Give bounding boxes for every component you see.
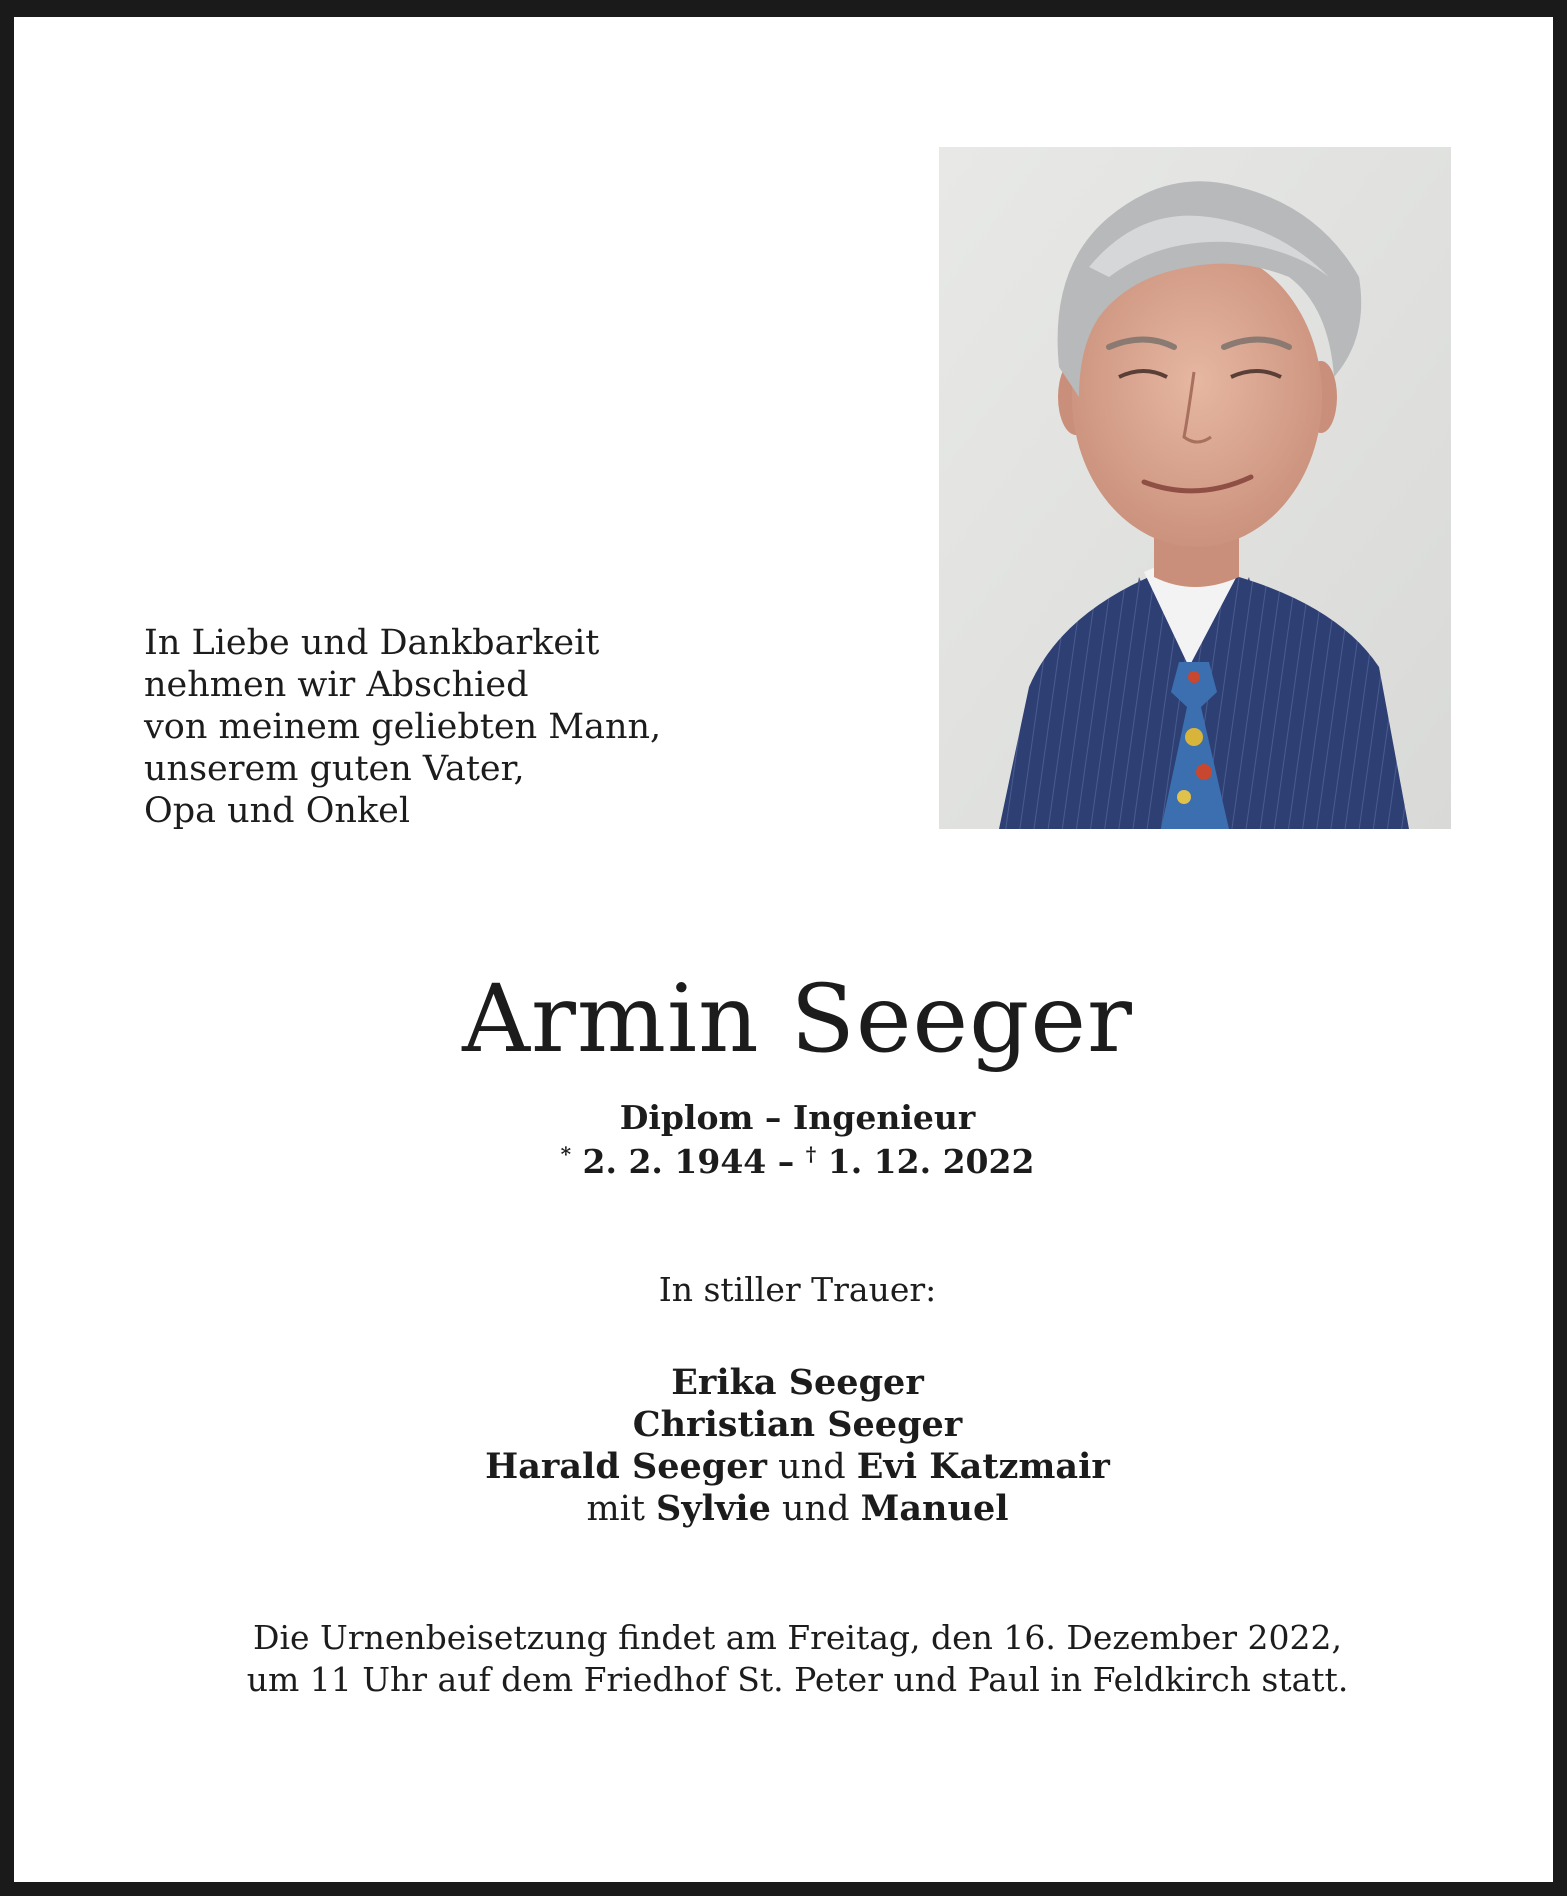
portrait-illustration	[939, 147, 1451, 829]
ceremony-line: um 11 Uhr auf dem Friedhof St. Peter und Paul in Feldkirch statt.	[246, 1660, 1349, 1699]
birth-date: 2. 2. 1944	[582, 1142, 767, 1181]
mourning-heading: In stiller Trauer:	[658, 1270, 937, 1309]
mourner-line	[14, 1488, 1567, 1530]
mourner-line	[14, 1404, 1567, 1446]
mourner-line	[14, 1362, 1567, 1404]
ceremony-line: Die Urnenbeisetzung findet am Freitag, den 16. Dezember 2022,	[253, 1618, 1342, 1657]
mourner-name: Sylvie	[656, 1488, 771, 1529]
life-dates	[14, 1140, 1567, 1184]
intro-text	[144, 622, 661, 832]
mourner-name: Harald Seeger	[485, 1446, 767, 1487]
portrait-photo	[939, 147, 1451, 829]
intro-line: Opa und Onkel	[144, 791, 411, 831]
date-separator: –	[777, 1142, 795, 1181]
death-date: 1. 12. 2022	[827, 1142, 1035, 1181]
mourner-joiner: und	[782, 1489, 850, 1529]
mourner-joiner: und	[778, 1447, 846, 1487]
mourner-line	[14, 1446, 1567, 1488]
mourners-list	[14, 1362, 1567, 1530]
intro-line: von meinem geliebten Mann,	[144, 707, 662, 747]
deceased-name: Armin Seeger	[462, 965, 1133, 1074]
mourner-prefix: mit	[586, 1489, 645, 1529]
mourner-name: Evi Katzmair	[856, 1446, 1110, 1487]
intro-line: nehmen wir Abschied	[144, 665, 529, 705]
mourner-name: Christian Seeger	[632, 1404, 963, 1445]
birth-symbol: *	[560, 1142, 572, 1166]
intro-line: unserem guten Vater,	[144, 749, 525, 789]
ceremony-info	[14, 1617, 1567, 1701]
intro-line: In Liebe und Dankbarkeit	[144, 623, 600, 663]
death-symbol: †	[805, 1142, 817, 1166]
deceased-title: Diplom – Ingenieur	[619, 1098, 976, 1137]
mourner-name: Erika Seeger	[671, 1362, 924, 1403]
mourner-name: Manuel	[860, 1488, 1009, 1529]
